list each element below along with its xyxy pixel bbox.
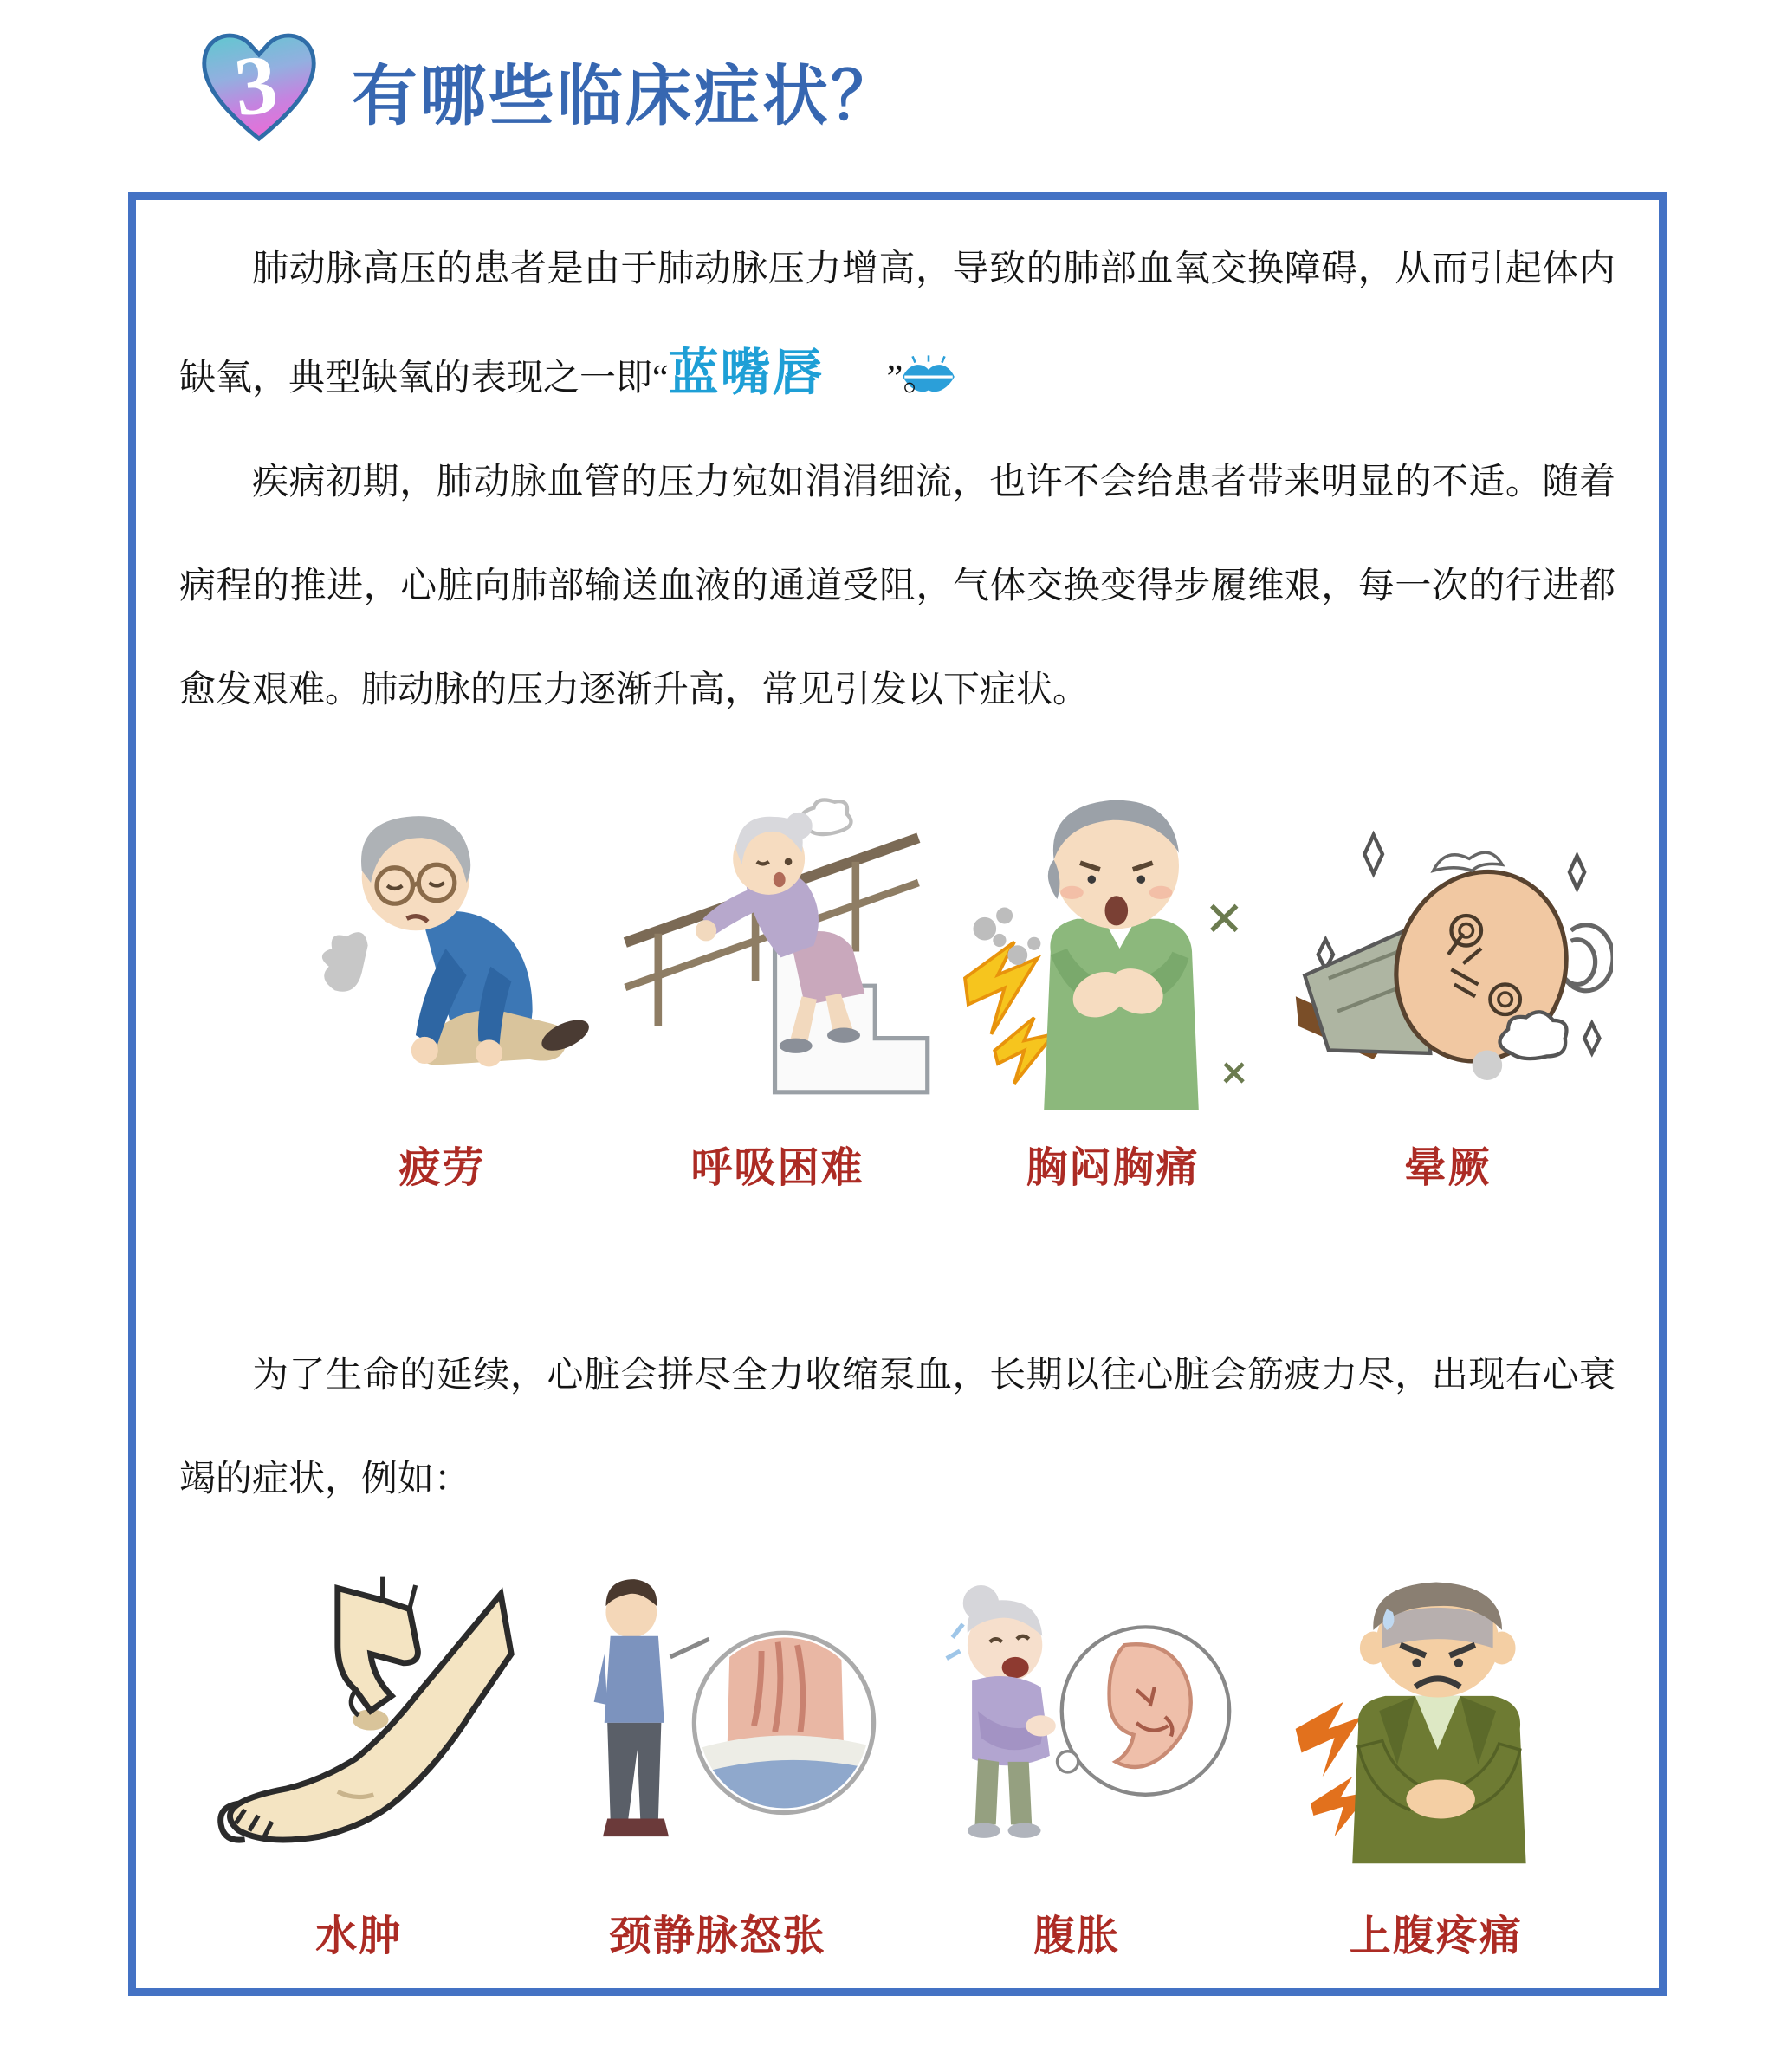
- symptom-label: 腹胀: [1033, 1913, 1121, 1959]
- paragraph-disease-course: 疾病初期，肺动脉血管的压力宛如涓涓细流，也许不会给患者带来明显的不适。随着病程的推进，心脏向肺部输送血液的通道受阻，气体交换变得步履维艰，每一次的行进都愈发艰难。肺动脉的压力逐渐升高，常见引发以下症状。: [179, 463, 1615, 710]
- page-title: 有哪些临床症状？: [352, 61, 899, 133]
- symptom-jugular-distension: [539, 1544, 898, 1962]
- symptom-label: 颈静脉怒张: [609, 1913, 826, 1959]
- badge-number: 3: [230, 36, 282, 135]
- bloating-icon: [912, 1544, 1241, 1890]
- symptom-bloating: [897, 1544, 1257, 1962]
- blue-lips-icon: [825, 332, 887, 372]
- symptom-syncope: [1280, 775, 1615, 1194]
- syncope-icon: [1284, 775, 1613, 1122]
- symptom-label: 晕厥: [1404, 1145, 1492, 1191]
- symptom-label: 疲劳: [398, 1145, 486, 1191]
- symptom-label: 胸闷胸痛: [1026, 1145, 1200, 1191]
- symptom-label: 上腹疼痛: [1349, 1913, 1523, 1959]
- abdominal-pain-icon: [1272, 1544, 1601, 1890]
- symptom-row-1: [179, 775, 1615, 1194]
- paragraph-blue-lips: [179, 217, 1615, 431]
- chest-pain-icon: [949, 775, 1278, 1122]
- symptom-chest-pain: [945, 775, 1280, 1194]
- blue-lips-highlight: 蓝嘴唇: [668, 345, 825, 401]
- symptom-label: 水肿: [315, 1913, 403, 1959]
- symptom-fatigue: [275, 775, 610, 1194]
- symptom-row-2: [179, 1544, 1615, 1962]
- symptom-dyspnea: [610, 775, 945, 1194]
- jugular-vein-icon: [554, 1544, 883, 1890]
- dyspnea-icon: [613, 775, 942, 1122]
- p1-text-before: 肺动脉高压的患者是由于肺动脉压力增高，导致的肺部血氧交换障碍，从而引起体内缺氧，典型缺氧的表现之一即“: [179, 249, 1615, 398]
- p1-text-after: ”。: [886, 359, 940, 398]
- section-header: [191, 21, 899, 144]
- content-area: [136, 217, 1659, 1962]
- content-box: [128, 192, 1667, 1996]
- symptom-label: 呼吸困难: [690, 1145, 864, 1191]
- edema-icon: [194, 1544, 523, 1890]
- symptom-edema: [179, 1544, 539, 1962]
- paragraph-heart-failure: 为了生命的延续，心脏会拼尽全力收缩泵血，长期以往心脏会筋疲力尽，出现右心衰竭的症状，例如：: [179, 1356, 1615, 1499]
- symptom-abdominal-pain: [1257, 1544, 1616, 1962]
- fatigue-icon: [278, 775, 607, 1122]
- heart-badge-icon: [191, 21, 327, 144]
